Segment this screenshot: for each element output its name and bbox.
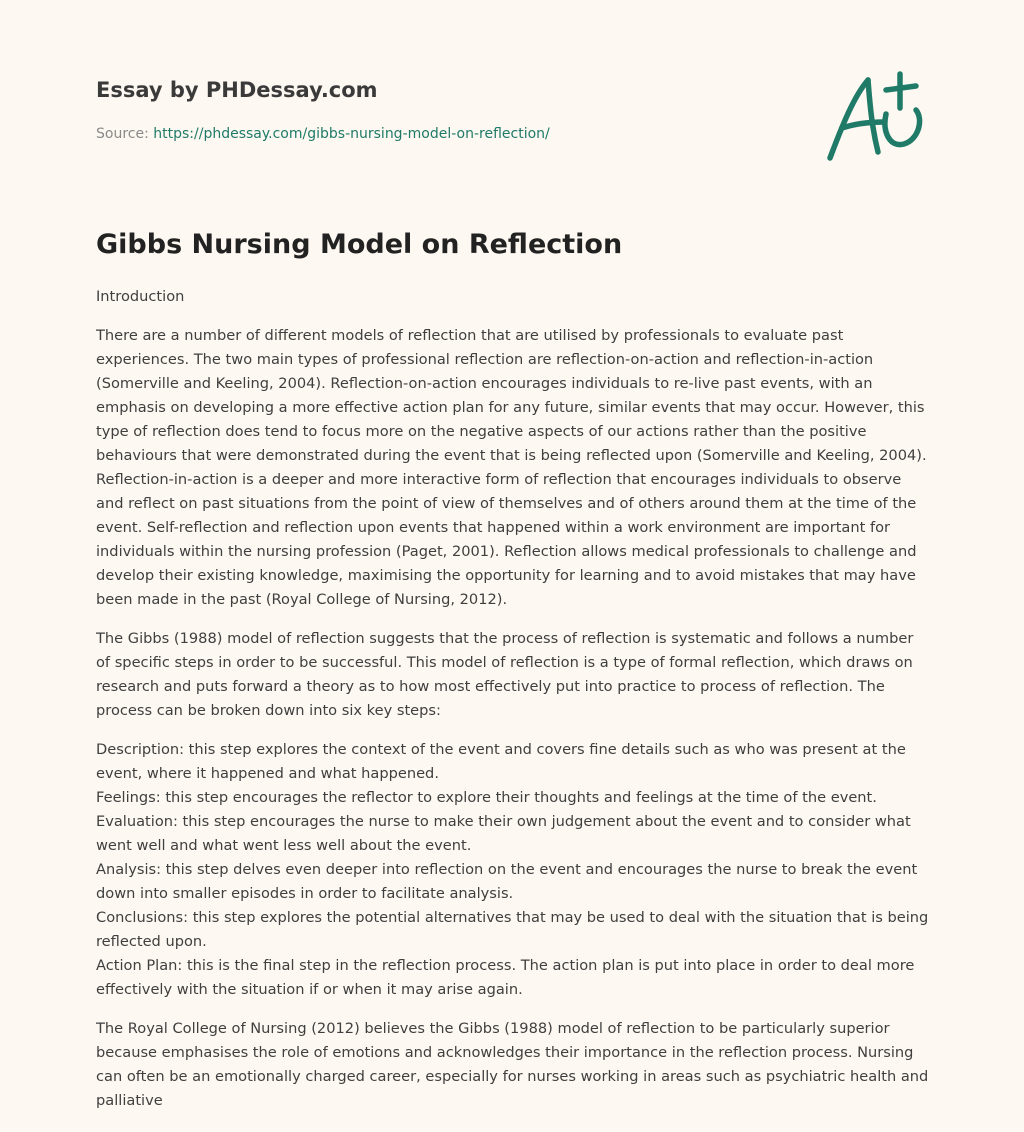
a-plus-logo-icon (820, 66, 930, 166)
step-evaluation: Evaluation: this step encourages the nurse to make their own judgement about the event and to consider what went well and what went less well about the event. (96, 813, 911, 854)
step-feelings: Feelings: this step encourages the reflector to explore their thoughts and feelings at the time of the event. (96, 789, 877, 806)
essay-title: Gibbs Nursing Model on Reflection (96, 229, 623, 260)
source-line (96, 124, 796, 144)
source-link[interactable]: https://phdessay.com/gibbs-nursing-model-on-reflection/ (153, 126, 550, 142)
a-plus-logo (820, 66, 930, 166)
step-analysis: Analysis: this step delves even deeper into reflection on the event and encourages the nurse to break the event down into smaller episodes in order to facilitate analysis. (96, 861, 918, 902)
step-description: Description: this step explores the context of the event and covers fine details such as who was present at the event, where it happened and what happened. (96, 741, 906, 782)
essay-header (96, 76, 796, 144)
source-label: Source: (96, 126, 154, 142)
site-brand: Essay by PHDessay.com (96, 78, 378, 102)
intro-heading: Introduction (96, 288, 185, 305)
step-action-plan: Action Plan: this is the final step in the reflection process. The action plan is put into place in order to deal more effectively with the situation if or when it may arise again. (96, 957, 915, 998)
essay-body (96, 285, 930, 1128)
step-conclusions: Conclusions: this step explores the potential alternatives that may be used to deal with the situation that is being reflected upon. (96, 909, 929, 950)
steps-list (96, 738, 930, 1002)
closing-paragraph: The Royal College of Nursing (2012) believes the Gibbs (1988) model of reflection to be particularly superior because emphasises the role of emotions and acknowledges their importance in the reflection process. Nursing can often be an emotionally charged career, especially for nurses working in areas such as psychiatric health and palliative (96, 1020, 929, 1109)
paragraph-1: There are a number of different models of reflection that are utilised by professionals to evaluate past experiences. The two main types of professional reflection are reflection-on-action and reflection-in-action (Somerville and Keeling, 2004). Reflection-on-action encourages individuals to re-live past events, with an emphasis on developing a more effective action plan for any future, similar events that may occur. However, this type of reflection does tend to focus more on the negative aspects of our actions rather than the positive behaviours that were demonstrated during the event that is being reflected upon (Somerville and Keeling, 2004). Reflection-in-action is a deeper and more interactive form of reflection that encourages individuals to observe and reflect on past situations from the point of view of themselves and of others around them at the time of the event. Self-reflection and reflection upon events that happened within a work environment are important for individuals within the nursing profession (Paget, 2001). Reflection allows medical professionals to challenge and develop their existing knowledge, maximising the opportunity for learning and to avoid mistakes that may have been made in the past (Royal College of Nursing, 2012). (96, 327, 927, 608)
paragraph-2: The Gibbs (1988) model of reflection suggests that the process of reflection is systematic and follows a number of specific steps in order to be successful. This model of reflection is a type of formal reflection, which draws on research and puts forward a theory as to how most effectively put into practice to process of reflection. The process can be broken down into six key steps: (96, 630, 914, 719)
